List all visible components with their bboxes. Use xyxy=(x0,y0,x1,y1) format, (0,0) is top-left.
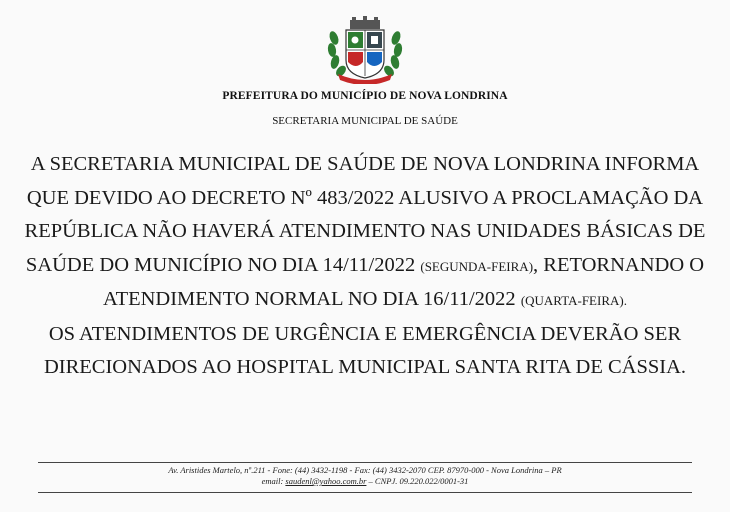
notice-text: ATENDIMENTO NORMAL NO DIA 16/11/2022 xyxy=(103,288,521,310)
footer xyxy=(0,465,730,487)
footer-divider-bottom xyxy=(38,492,692,493)
notice-text: , RETORNANDO O xyxy=(533,253,705,276)
cnpj-text: – CNPJ. 09.220.022/0001-31 xyxy=(366,476,469,486)
secretaria-title: SECRETARIA MUNICIPAL DE SAÚDE xyxy=(272,115,458,127)
notice-line: REPÚBLICA NÃO HAVERÁ ATENDIMENTO NAS UNIDADES BÁSICAS DE xyxy=(24,220,706,242)
notice-text: SAÚDE DO MUNICÍPIO NO DIA 14/11/2022 xyxy=(25,253,421,276)
notice-line xyxy=(20,283,710,318)
notice-line: QUE DEVIDO AO DECRETO Nº 483/2022 ALUSIVO A PROCLAMAÇÃO DA xyxy=(26,186,704,209)
notice-line: DIRECIONADOS AO HOSPITAL MUNICIPAL SANTA RITA DE CÁSSIA. xyxy=(43,356,687,378)
prefeitura-title: PREFEITURA DO MUNICÍPIO DE NOVA LONDRINA xyxy=(222,90,508,102)
footer-address: Av. Aristides Martelo, nº.211 - Fone: (44) 3432-1198 - Fax: (44) 3432-2070 CEP. 87970-000 - Nova Londrina – PR xyxy=(168,465,562,475)
notice-body xyxy=(20,148,710,385)
email-label: email: xyxy=(261,476,286,486)
weekday-note: (SEGUNDA-FEIRA) xyxy=(420,258,534,274)
notice-line: A SECRETARIA MUNICIPAL DE SAÚDE DE NOVA LONDRINA INFORMA xyxy=(30,153,700,175)
coat-of-arms-icon xyxy=(324,16,406,84)
weekday-note: (QUARTA-FEIRA). xyxy=(520,293,627,308)
email-link[interactable]: saudenl@yahoo.com.br xyxy=(285,476,367,486)
footer-divider-top xyxy=(38,462,692,463)
notice-line xyxy=(20,249,710,284)
footer-contact xyxy=(0,476,730,487)
notice-line: OS ATENDIMENTOS DE URGÊNCIA E EMERGÊNCIA DEVERÃO SER xyxy=(48,322,682,345)
